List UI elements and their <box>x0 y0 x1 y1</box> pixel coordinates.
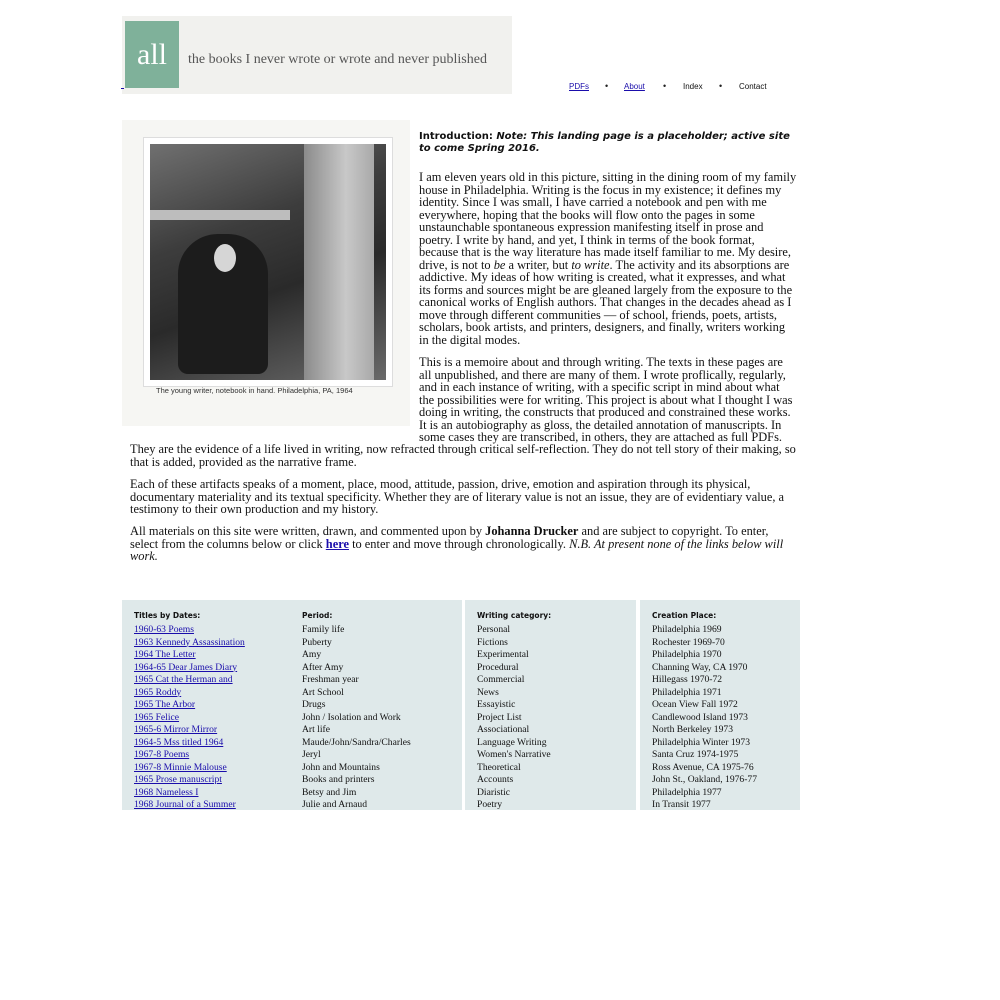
p1-text-c: . The activity and its absorptions are addictive. My ideas of how writing is created, what it expresses, and what its forms and sources might be are gleaned largely from the exposure to the canonical works of English authors. That changes in the decades ahead as I move through different communities — of school, friends, poets, artists, scholars, book artists, and printers, designers, and finally, writers working in the digital modes. <box>419 257 793 347</box>
list-item: Julie and Arnaud <box>302 799 368 810</box>
list-item: In Transit 1977 <box>652 799 711 810</box>
list-item: Candlewood Island 1973 <box>652 711 748 723</box>
top-nav <box>560 82 800 96</box>
intro-heading-note: Note: This landing page is a placeholder; active site to come Spring 2016. <box>419 131 790 154</box>
period-heading: Period: <box>302 611 333 620</box>
list-item: Amy <box>302 649 322 660</box>
nav-index-link[interactable]: Index <box>683 82 703 91</box>
intro-paragraph-3: Each of these artifacts speaks of a moment, place, mood, attitude, passion, drive, emotion and aspiration through its physical, documentary materiality and its textual specificity. Whether they are of literary value is not an issue, they are of evidentiary value, a testimony to their own production and my history. <box>130 477 785 516</box>
creation-place-list <box>652 624 757 810</box>
list-item: Philadelphia Winter 1973 <box>652 736 751 748</box>
list-item: Art life <box>302 724 330 735</box>
list-item: John St., Oakland, 1976-77 <box>652 774 757 785</box>
list-item: Poetry <box>477 799 503 810</box>
dates-link[interactable]: 1968 Nameless I <box>134 786 199 798</box>
nav-contact-link[interactable]: Contact <box>739 82 767 91</box>
dates-link[interactable]: 1968 Journal of a Summer <box>134 799 236 810</box>
intro-paragraph-1 <box>419 171 797 346</box>
list-item[interactable] <box>134 749 245 762</box>
intro-paragraph-2: This is a memoire about and through writing. The texts in these pages are all unpublished, and there are many of them. I wrote proflically, regularly, and in each instance of writing, with a specific script in mind about what the possibilities were for writing. This project is about what I thought I was doing in writing, the constructs that produced and constrained these works. It is an autobiography as gloss, the detailed annotation of manuscripts. In some cases they are transcribed, in others, they are attached as full PDFs. <box>419 355 793 444</box>
list-item: Diaristic <box>477 786 511 798</box>
list-item: Rochester 1969-70 <box>652 636 725 648</box>
dates-link[interactable]: 1964-5 Mss titled 1964 <box>134 736 224 748</box>
dates-link[interactable]: 1967-8 Poems <box>134 749 190 760</box>
list-item: Philadelphia 1969 <box>652 624 722 635</box>
list-item[interactable] <box>134 799 245 810</box>
list-item: Philadelphia 1971 <box>652 686 722 698</box>
list-item: Philadelphia 1977 <box>652 786 722 798</box>
nav-separator: • <box>719 81 723 91</box>
list-item: Associational <box>477 724 530 735</box>
nav-separator: • <box>663 81 667 91</box>
list-item: Procedural <box>477 661 519 673</box>
list-item[interactable] <box>134 699 245 712</box>
list-item[interactable] <box>134 662 245 675</box>
photo-door <box>304 144 374 380</box>
list-item[interactable] <box>134 649 245 662</box>
titles-by-dates-heading: Titles by Dates: <box>134 611 201 620</box>
list-item[interactable] <box>134 637 245 650</box>
young-writer-photo <box>144 138 392 386</box>
dates-link[interactable]: 1965 The Arbor <box>134 699 196 710</box>
list-item: Theoretical <box>477 761 521 773</box>
list-item: Women's Narrative <box>477 749 551 760</box>
list-item: John and Mountains <box>302 761 380 773</box>
list-item: Accounts <box>477 774 514 785</box>
list-item: Channing Way, CA 1970 <box>652 661 748 673</box>
list-item: Books and printers <box>302 774 375 785</box>
dates-link[interactable]: 1960-63 Poems <box>134 624 194 635</box>
list-item: Project List <box>477 711 522 723</box>
intro-photo-panel <box>122 120 410 426</box>
p1-emphasis-to-write: to write <box>571 257 610 272</box>
intro-paragraph-4 <box>130 525 796 563</box>
list-item: Drugs <box>302 699 326 710</box>
list-item: News <box>477 686 499 698</box>
list-item: Puberty <box>302 636 332 648</box>
list-item: Maude/John/Sandra/Charles <box>302 736 411 748</box>
nav-about-link[interactable]: About <box>624 82 645 91</box>
list-item: After Amy <box>302 661 344 673</box>
list-item[interactable] <box>134 687 245 700</box>
list-item[interactable] <box>134 774 245 787</box>
list-item: Art School <box>302 686 344 698</box>
writing-category-heading: Writing category: <box>477 611 552 620</box>
list-item: Hillegass 1970-72 <box>652 674 723 685</box>
nav-separator: • <box>605 81 609 91</box>
dates-link[interactable]: 1965 Cat the Herman and <box>134 674 233 685</box>
author-name: Johanna Drucker <box>485 524 579 538</box>
list-item: Jeryl <box>302 749 321 760</box>
writing-category-panel <box>465 600 636 810</box>
list-item[interactable] <box>134 787 245 800</box>
dates-link[interactable]: 1964 The Letter <box>134 649 196 660</box>
list-item[interactable] <box>134 762 245 775</box>
list-item: Experimental <box>477 649 529 660</box>
p4-nb-note: N.B. At present none of the links below will work. <box>130 536 784 563</box>
list-item: Betsy and Jim <box>302 786 357 798</box>
photo-face <box>214 244 236 272</box>
list-item: Ocean View Fall 1972 <box>652 699 738 710</box>
list-item[interactable] <box>134 674 245 687</box>
creation-place-panel <box>640 600 800 810</box>
p4-text-a: All materials on this site were written, drawn, and commented upon by <box>130 524 486 538</box>
list-item: Santa Cruz 1974-1975 <box>652 749 739 760</box>
list-item: Essayistic <box>477 699 516 710</box>
list-item: Fictions <box>477 636 508 648</box>
p1-emphasis-be: be <box>493 257 506 272</box>
list-item: Ross Avenue, CA 1975-76 <box>652 761 754 773</box>
list-item: Language Writing <box>477 736 547 748</box>
list-item[interactable] <box>134 624 245 637</box>
intro-heading-label: Introduction: <box>419 131 493 142</box>
photo-mantel <box>150 210 290 220</box>
enter-here-link[interactable]: here <box>325 536 349 551</box>
dates-link[interactable]: 1967-8 Minnie Malouse <box>134 761 227 773</box>
dates-link[interactable]: 1965-6 Mirror Mirror <box>134 724 218 735</box>
p4-text-b: and are subject to copyright. To enter, select from the columns below or click <box>130 524 769 551</box>
p1-text-a: I am eleven years old in this picture, sitting in the dining room of my family house in Philadelphia. Writing is the focus in my existence; it defines my identity. Since I was small, I have carried a notebook and pen with me everywhere, hoping that the books will flow onto the pages in some unstaunchable spontaneous expression manifesting itself in prose and poetry. I write by hand, and yet, I think in terms of the book format, because that is the way literature has made itself familiar to me. My desire, drive, is not to <box>419 170 797 272</box>
intro-paragraph-2-continued: They are the evidence of a life lived in writing, now refracted through critical self-reflection. They do not tell story of their making, so that is added, provided as the narrative frame. <box>130 442 796 469</box>
banner-link-underline[interactable] <box>121 82 124 89</box>
list-item[interactable] <box>134 737 245 750</box>
titles-by-dates-list <box>134 624 245 810</box>
list-item[interactable] <box>134 712 245 725</box>
p1-text-b: a writer, but <box>505 257 572 272</box>
list-item: Freshman year <box>302 674 359 685</box>
list-item: Philadelphia 1970 <box>652 649 722 660</box>
p4-text-c: to enter and move through chronologically. <box>348 536 570 551</box>
site-tagline: the books I never wrote or wrote and never published <box>188 52 487 67</box>
photo-caption: The young writer, notebook in hand. Philadelphia, PA, 1964 <box>156 386 353 395</box>
list-item: Commercial <box>477 674 525 685</box>
nav-pdfs-link[interactable]: PDFs <box>569 82 589 91</box>
list-item[interactable] <box>134 724 245 737</box>
site-banner[interactable] <box>122 16 512 94</box>
list-item: North Berkeley 1973 <box>652 724 733 735</box>
writing-category-list <box>477 624 551 810</box>
dates-link[interactable]: 1965 Roddy <box>134 686 182 698</box>
list-item: Family life <box>302 624 345 635</box>
dates-period-panel <box>122 600 462 810</box>
list-item: Personal <box>477 624 511 635</box>
dates-link[interactable]: 1965 Felice <box>134 711 180 723</box>
dates-link[interactable]: 1965 Prose manuscript <box>134 774 222 785</box>
period-list <box>302 624 411 810</box>
dates-link[interactable]: 1964-65 Dear James Diary <box>134 661 238 673</box>
dates-link[interactable]: 1963 Kennedy Assassination <box>134 636 245 648</box>
list-item: John / Isolation and Work <box>302 711 401 723</box>
creation-place-heading: Creation Place: <box>652 611 717 620</box>
site-logo: all <box>125 21 179 88</box>
intro-heading <box>419 131 799 155</box>
